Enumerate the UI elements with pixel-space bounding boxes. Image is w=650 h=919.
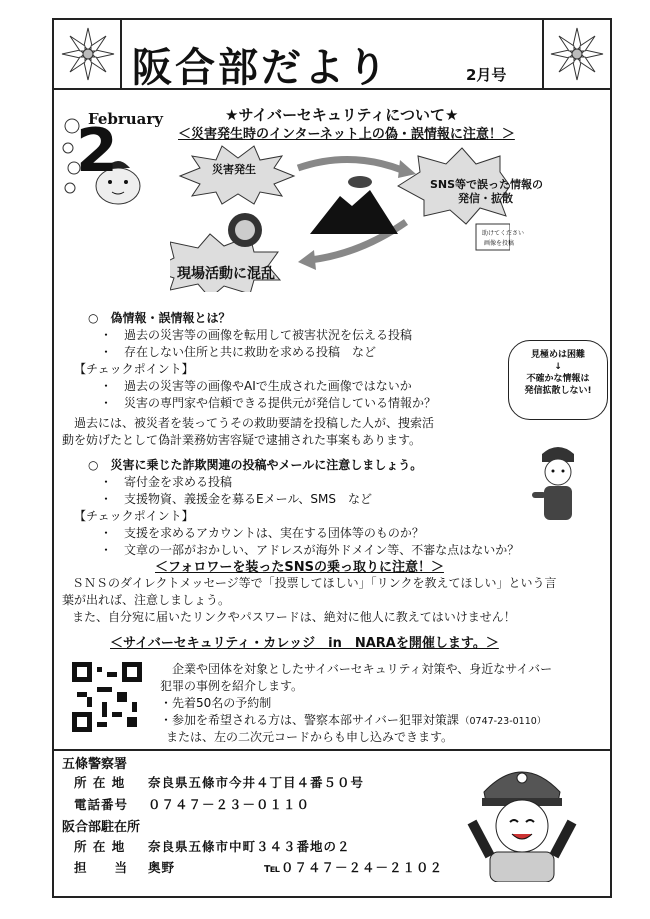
station-name: 五條警察署	[62, 757, 128, 772]
college-text-4a: ・参加を希望される方は、警察本部サイバー犯罪対策課	[160, 713, 459, 727]
college-heading: ＜サイバーセキュリティ・カレッジ in NARAを開催します。＞	[110, 636, 499, 651]
cyber-subheading: ＜災害発生時のインターネット上の偽・誤情報に注意！＞	[178, 127, 515, 142]
station-address: 奈良県五條市今井４丁目４番５０号	[148, 775, 365, 790]
police-emblem-icon	[60, 26, 116, 82]
koban-tel: ℡０７４７－２４－２１０２	[264, 860, 444, 875]
koban-address-label: 所 在 地	[74, 839, 126, 854]
qr-code[interactable]	[72, 662, 142, 732]
fraud-heading: ○ 災害に乗じた詐欺関連の投稿やメールに注意しましょう。	[88, 458, 423, 472]
flow-sns-label-1: SNS等で誤った情報の	[430, 178, 544, 191]
misinfo-item: ・ 過去の災害等の画像を転用して被害状況を伝える投稿	[100, 328, 413, 342]
fraud-item: ・ 寄付金を求める投稿	[100, 475, 233, 489]
misinfo-heading: ○ 偽情報・誤情報とは？	[88, 311, 231, 325]
takeover-text-2: 葉が出れば、注意しましょう。	[62, 593, 231, 607]
college-text-5: または、左の二次元コードからも申し込みできます。	[166, 730, 454, 744]
flow-sign-text-2: 画像を投稿	[484, 240, 515, 247]
college-text-2: 犯罪の事例を紹介します。	[160, 679, 304, 693]
case-text-1: 過去には、被災者を装ってうその救助要請を投稿した人が、捜索活	[74, 416, 435, 430]
cyber-heading: ★サイバーセキュリティについて★	[225, 106, 459, 124]
page-title: 阪合部だより	[132, 44, 390, 91]
case-text-2: 動を妨げたとして偽計業務妨害容疑で逮捕された事案もあります。	[62, 433, 422, 447]
misinfo-check: ・ 災害の専門家や信頼できる提供元が発信している情報か？	[100, 396, 437, 410]
flow-confusion-label: 現場活動に混乱	[177, 266, 275, 282]
station-tel: ０７４７－２３－０１１０	[148, 797, 311, 812]
staff-name: 奥野	[148, 860, 176, 875]
issue-number: 2月号	[466, 66, 507, 84]
calendar-day: 2	[76, 116, 118, 186]
college-phone: （0747-23-0110）	[460, 716, 547, 727]
calendar-month: February	[88, 110, 164, 128]
takeover-text-3: また、自分宛に届いたリンクやパスワードは、絶対に他人に教えてはいけません！	[72, 610, 516, 624]
station-address-label: 所 在 地	[74, 775, 126, 790]
college-text-3: ・先着50名の予約制	[160, 696, 272, 710]
bubble-arrow: ↓	[554, 362, 562, 372]
checkpoint-label: 【チェックポイント】	[74, 509, 194, 523]
misinfo-check: ・ 過去の災害等の画像やAIで生成された画像ではないか	[100, 379, 412, 393]
flow-sns-label-2: 発信・拡散	[458, 192, 513, 205]
fraud-check: ・ 文章の一部がおかしい、アドレスが海外ドメイン等、不審な点はないか？	[100, 543, 520, 557]
calendar-illustration	[58, 98, 164, 210]
takeover-text-1: ＳＮＳのダイレクトメッセージ等で「投票してほしい」「リンクを教えてほしい」という言	[72, 576, 557, 590]
koban-address: 奈良県五條市中町３４３番地の２	[148, 839, 351, 854]
station-tel-label: 電話番号	[74, 797, 129, 812]
staff-label: 担 当	[74, 860, 129, 875]
misinfo-item: ・ 存在しない住所と共に救助を求める投稿 など	[100, 345, 377, 359]
takeover-heading: ＜フォロワーを装ったSNSの乗っ取りに注意！＞	[155, 560, 444, 575]
bubble-line-3: 発信拡散しない!	[524, 386, 592, 396]
speech-bubble	[508, 340, 608, 420]
fraud-check: ・ 支援を求めるアカウントは、実在する団体等のものか？	[100, 526, 424, 540]
flow-disaster-label: 災害発生	[212, 163, 256, 176]
fraud-item: ・ 支援物資、義援金を募るEメール、SMS など	[100, 492, 372, 506]
college-text-1: 企業や団体を対象としたサイバーセキュリティ対策や、身近なサイバー	[172, 662, 553, 676]
police-emblem-icon	[549, 26, 605, 82]
checkpoint-label: 【チェックポイント】	[74, 362, 194, 376]
flow-sign-text-1: 助けてください	[482, 230, 525, 237]
police-officer-illustration	[528, 440, 588, 530]
footer-divider	[52, 749, 612, 751]
bubble-line-2: 不確かな情報は	[526, 374, 590, 384]
bubble-line-1: 見極めは困難	[530, 350, 585, 360]
police-officer-mascot	[462, 752, 582, 882]
koban-name: 阪合部駐在所	[62, 820, 141, 835]
